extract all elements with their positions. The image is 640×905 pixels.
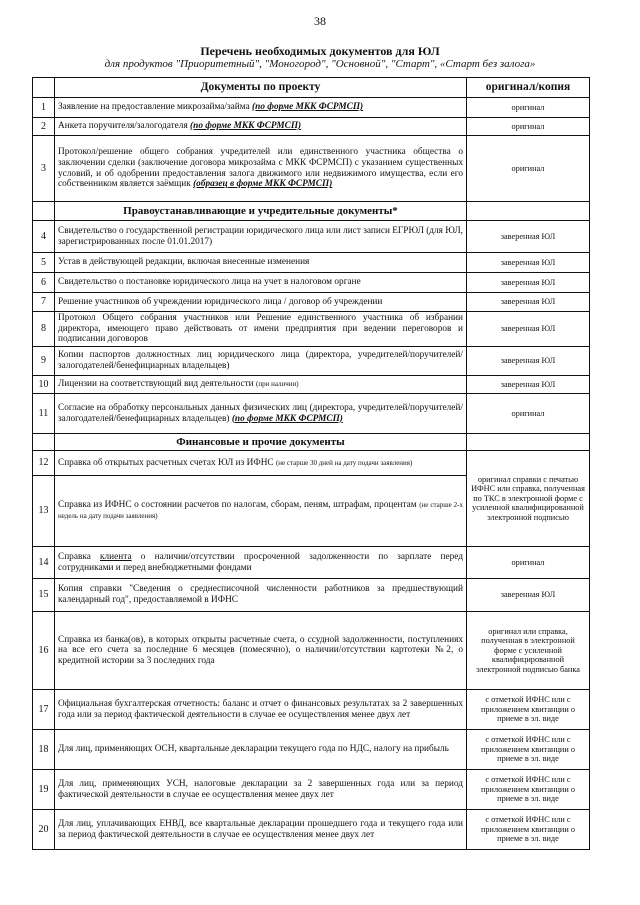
document-subtitle: для продуктов "Приоритетный", "Моногород", "Основной", "Старт", «Старт без залога» (104, 58, 536, 70)
row-document: Справка из ИФНС о состоянии расчетов по налогам, сборам, пеням, штрафам, процентам (не старше 2-х недель на дату подачи заявления) (55, 476, 467, 547)
row-status: оригинал (467, 136, 590, 202)
row-number: 5 (33, 253, 55, 273)
row-status: оригинал справки с печатью ИФНС или справка, полученная по ТКС в электронной форме с усиленной квалифицированной электронной подписью (467, 451, 590, 547)
row-number: 15 (33, 579, 55, 612)
row-document: Устав в действующей редакции, включая внесенные изменения (55, 253, 467, 273)
row-status: с отметкой ИФНС или с приложением квитанции о приеме в эл. виде (467, 690, 590, 730)
row-number: 10 (33, 376, 55, 394)
table-row (33, 547, 590, 579)
row-number: 20 (33, 810, 55, 850)
table-row (33, 118, 590, 136)
row-number: 6 (33, 273, 55, 293)
page-number: 38 (314, 14, 326, 28)
row-document: Официальная бухгалтерская отчетность: баланс и отчет о финансовых результатах за 2 завершенных года или за период фактической деятельности в случае ее осуществления менее двух лет (55, 690, 467, 730)
row-document: Решение участников об учреждении юридического лица / договор об учреждении (55, 293, 467, 312)
row-document: Для лиц, применяющих УСН, налоговые декларации за 2 завершенных года или за период фактической деятельности в случае ее осуществления менее двух лет (55, 770, 467, 810)
table-header-row (33, 78, 590, 98)
section-row (33, 202, 590, 221)
section-row (33, 434, 590, 451)
form-reference: (по форме МКК ФСРМСП) (252, 102, 364, 113)
table-row (33, 273, 590, 293)
table-row (33, 690, 590, 730)
row-number: 3 (33, 136, 55, 202)
row-note: (при наличии) (256, 380, 299, 389)
row-document: Для лиц, применяющих ОСН, квартальные декларации текущего года по НДС, налогу на прибыль (55, 730, 467, 770)
form-reference: (по форме МКК ФСРМСП) (190, 121, 302, 132)
row-status: заверенная ЮЛ (467, 253, 590, 273)
row-number: 12 (33, 451, 55, 476)
row-status: оригинал (467, 98, 590, 118)
row-number: 9 (33, 347, 55, 376)
table-row (33, 451, 590, 476)
header-documents: Документы по проекту (55, 78, 467, 98)
row-document: Протокол Общего собрания участников или Решение единственного участника об избрании директора, имеющего право действовать от имени предприятия при ведении переговоров и подписании договоров (55, 312, 467, 347)
table-row (33, 221, 590, 253)
row-number: 13 (33, 476, 55, 547)
row-status: заверенная ЮЛ (467, 579, 590, 612)
row-note: (не старше 2-х недель на дату подачи заявления) (58, 501, 463, 521)
row-status: оригинал (467, 118, 590, 136)
row-document: Протокол/решение общего собрания учредителей или единственного участника общества о заключении сделки (заключение договора микрозайма с МКК ФСРМСП) с указанием существенных условий, и об одобрении предоставления залога движимого или недвижимого имущества, если его собственником является заёмщик (образец в форме МКК ФСРМСП) (55, 136, 467, 202)
header-number (33, 78, 55, 98)
table-row (33, 253, 590, 273)
row-number: 7 (33, 293, 55, 312)
row-document: Заявление на предоставление микрозайма/займа (по форме МКК ФСРМСП) (55, 98, 467, 118)
table-row (33, 770, 590, 810)
row-number: 14 (33, 547, 55, 579)
row-status: заверенная ЮЛ (467, 221, 590, 253)
row-document: Копии паспортов должностных лиц юридического лица (директора, учредителей/поручителей/залогодателей/бенефициарных владельцев) (55, 347, 467, 376)
table-row (33, 579, 590, 612)
table-row (33, 612, 590, 690)
row-status: заверенная ЮЛ (467, 293, 590, 312)
row-number: 17 (33, 690, 55, 730)
row-document: Копия справки "Сведения о среднесписочной численности работников за предшествующий календарный год", предоставляемой в ИФНС (55, 579, 467, 612)
row-document: Лицензии на соответствующий вид деятельности (при наличии) (55, 376, 467, 394)
table-row (33, 293, 590, 312)
row-status: оригинал (467, 394, 590, 434)
row-status: заверенная ЮЛ (467, 347, 590, 376)
header-status: оригинал/копия (467, 78, 590, 98)
row-number: 1 (33, 98, 55, 118)
row-number: 8 (33, 312, 55, 347)
section-title: Правоустанавливающие и учредительные документы* (55, 202, 467, 221)
row-status: заверенная ЮЛ (467, 376, 590, 394)
table-row (33, 312, 590, 347)
table-row (33, 810, 590, 850)
documents-table (32, 77, 590, 850)
row-status: заверенная ЮЛ (467, 312, 590, 347)
row-document: Свидетельство о постановке юридического лица на учет в налоговом органе (55, 273, 467, 293)
row-document: Справка об открытых расчетных счетах ЮЛ из ИФНС (не старше 30 дней на дату подачи заявления) (55, 451, 467, 476)
document-title: Перечень необходимых документов для ЮЛ (200, 44, 440, 58)
row-status: оригинал (467, 547, 590, 579)
row-status: с отметкой ИФНС или с приложением квитанции о приеме в эл. виде (467, 730, 590, 770)
table-row (33, 98, 590, 118)
table-row (33, 136, 590, 202)
row-number: 19 (33, 770, 55, 810)
row-number: 2 (33, 118, 55, 136)
row-number: 18 (33, 730, 55, 770)
row-status: заверенная ЮЛ (467, 273, 590, 293)
table-row (33, 347, 590, 376)
row-status: оригинал или справка, полученная в электронной форме с усиленной квалифицированной электронной подписью банка (467, 612, 590, 690)
row-status: с отметкой ИФНС или с приложением квитанции о приеме в эл. виде (467, 770, 590, 810)
row-document: Справка клиента о наличии/отсутствии просроченной задолженности по зарплате перед сотрудниками и перед внебюджетными фондами (55, 547, 467, 579)
row-document: Для лиц, уплачивающих ЕНВД, все квартальные декларации прошедшего года и текущего года или за период фактической деятельности в случае ее осуществления менее двух лет (55, 810, 467, 850)
form-reference: (образец в форме МКК ФСРМСП) (193, 179, 333, 190)
table-row (33, 376, 590, 394)
row-number: 4 (33, 221, 55, 253)
underlined-word: клиента (100, 551, 132, 562)
row-document: Анкета поручителя/залогодателя (по форме МКК ФСРМСП) (55, 118, 467, 136)
table-row (33, 394, 590, 434)
row-status: с отметкой ИФНС или с приложением квитанции о приеме в эл. виде (467, 810, 590, 850)
row-note: (не старше 30 дней на дату подачи заявления) (275, 458, 413, 467)
row-document: Согласие на обработку персональных данных физических лиц (директора, учредителей/поручителей/залогодателей/бенефициарных владельцев) (по форме МКК ФСРМСП) (55, 394, 467, 434)
form-reference: (по форме МКК ФСРМСП) (231, 413, 343, 424)
row-document: Свидетельство о государственной регистрации юридического лица или лист записи ЕГРЮЛ (для ЮЛ, зарегистрированных после 01.01.2017) (55, 221, 467, 253)
row-document: Справка из банка(ов), в которых открыты расчетные счета, о ссудной задолженности, поступлениях на все его счета за последние 6 месяцев (помесячно), о наличии/отсутствии картотеки №2, о кредитной истории за 3 последних года (55, 612, 467, 690)
section-title: Финансовые и прочие документы (55, 434, 467, 451)
row-number: 11 (33, 394, 55, 434)
table-row (33, 730, 590, 770)
row-number: 16 (33, 612, 55, 690)
